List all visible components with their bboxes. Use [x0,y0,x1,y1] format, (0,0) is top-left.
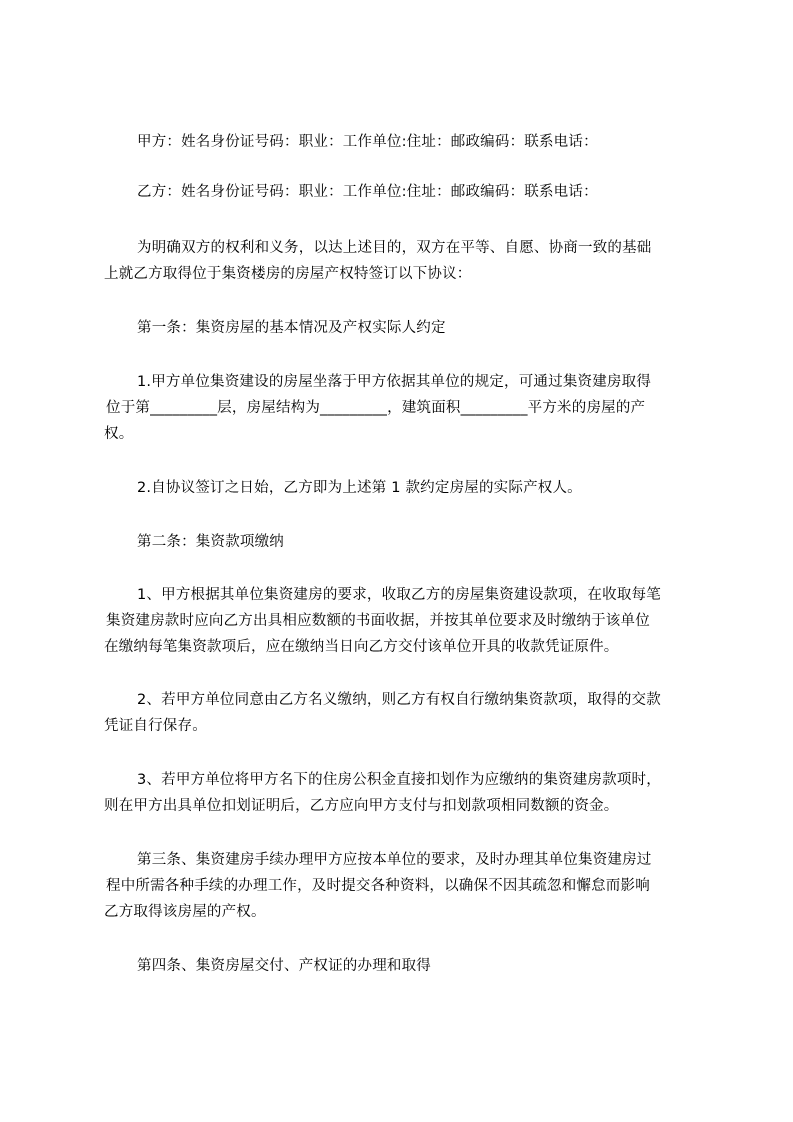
article-1-item-2: 2.自协议签订之日始，乙方即为上述第 1 款约定房屋的实际产权人。 [137,480,582,496]
article-1-item-1-line-2: 位于第_________层，房屋结构为_________，建筑面积_________平方米的房屋的产 [106,400,646,416]
article-1-item-1-line-1: 1.甲方单位集资建设的房屋坐落于甲方依据其单位的规定，可通过集资建房取得 [137,374,652,390]
article-3-line-3: 乙方取得该房屋的产权。 [104,904,266,920]
party-a-line: 甲方：姓名身份证号码：职业：工作单位:住址：邮政编码：联系电话： [137,134,598,150]
article-2-item-1-line-2: 集资建房款时应向乙方出具相应数额的书面收据，并按其单位要求及时缴纳于该单位 [106,613,650,629]
article-2-item-3-line-2: 则在甲方出具单位扣划证明后，乙方应向甲方支付与扣划款项相同数额的资金。 [104,798,619,814]
article-1-title: 第一条：集资房屋的基本情况及产权实际人约定 [137,320,446,336]
preamble-line-1: 为明确双方的权利和义务，以达上述目的，双方在平等、自愿、协商一致的基础 [137,240,652,256]
article-2-item-1-line-1: 1、甲方根据其单位集资建房的要求，收取乙方的房屋集资建设款项，在收取每笔 [137,587,661,603]
party-b-line: 乙方：姓名身份证号码：职业：工作单位:住址：邮政编码：联系电话： [137,184,598,200]
article-3-line-1: 第三条、集资建房手续办理甲方应按本单位的要求，及时办理其单位集资建房过 [137,852,652,868]
article-2-item-3-line-1: 3、若甲方单位将甲方名下的住房公积金直接扣划作为应缴纳的集资建房款项时， [137,772,661,788]
preamble-line-2: 上就乙方取得位于集资楼房的房屋产权特签订以下协议： [104,266,472,282]
article-4-title: 第四条、集资房屋交付、产权证的办理和取得 [137,958,431,974]
article-3-line-2: 程中所需各种手续的办理工作，及时提交各种资料，以确保不因其疏忽和懈怠而影响 [106,878,650,894]
article-2-item-2-line-1: 2、若甲方单位同意由乙方名义缴纳，则乙方有权自行缴纳集资款项，取得的交款 [137,692,661,708]
article-1-item-1-line-3: 权。 [104,426,134,442]
article-2-title: 第二条：集资款项缴纳 [137,534,284,550]
article-2-item-1-line-3: 在缴纳每笔集资款项后，应在缴纳当日向乙方交付该单位开具的收款凭证原件。 [104,639,619,655]
article-2-item-2-line-2: 凭证自行保存。 [104,718,207,734]
